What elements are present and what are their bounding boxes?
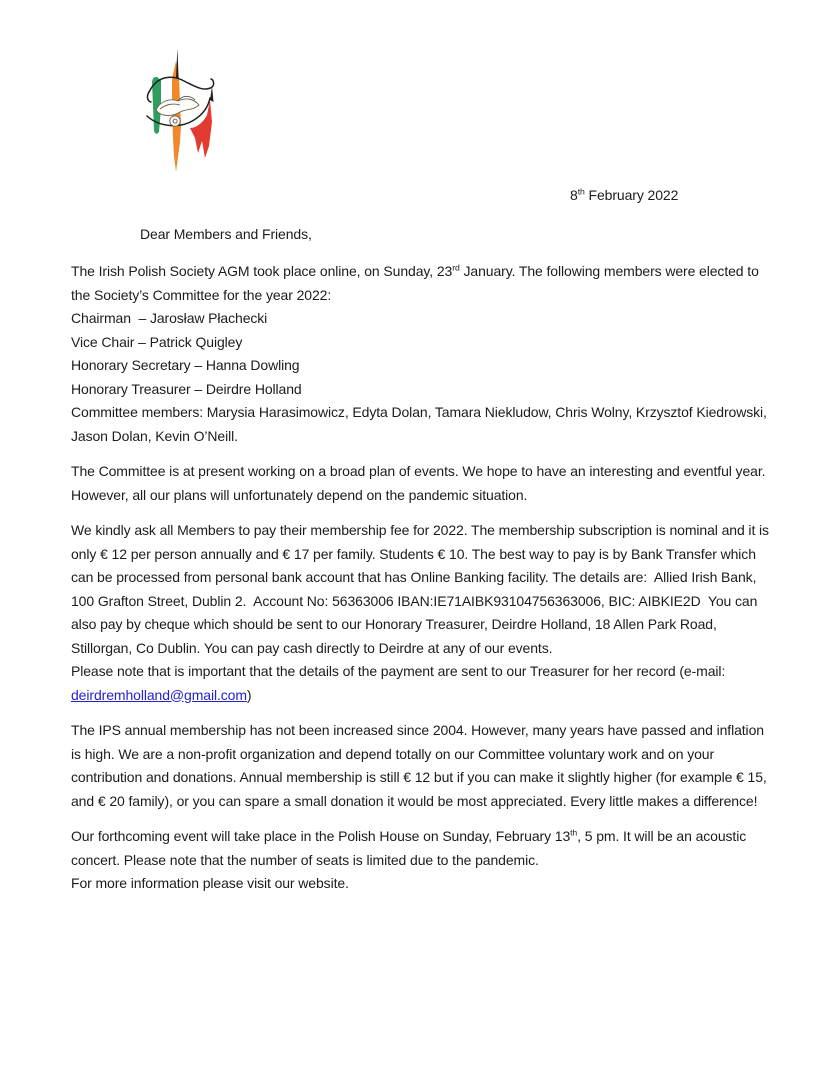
para-forthcoming-event — [71, 825, 771, 896]
paragraph-line — [71, 719, 771, 813]
email-link[interactable]: deirdremholland@gmail.com — [71, 686, 247, 703]
para-membership-increase — [71, 719, 771, 813]
salutation: Dear Members and Friends, — [140, 225, 312, 242]
text-run: February 2022 — [584, 187, 679, 203]
letter-body — [71, 260, 771, 896]
paragraph-line — [71, 378, 771, 402]
text-run: ) — [246, 686, 252, 703]
ordinal-superscript: th — [577, 186, 585, 197]
irish-polish-society-logo — [146, 46, 216, 176]
letter-date — [71, 184, 771, 208]
paragraph-line — [71, 260, 771, 307]
para-membership-fee — [71, 519, 771, 707]
ordinal-superscript: rd — [452, 262, 460, 273]
text-run: January. The following members were elected to the Society’s Committee for the year 2022: — [71, 263, 763, 303]
paragraph-line — [71, 307, 771, 331]
logo-graphic — [146, 46, 216, 176]
text-run: The Irish Polish Society AGM took place online, on Sunday, 23 — [71, 263, 453, 279]
text-run: Honorary Treasurer – Deirdre Holland — [71, 380, 302, 397]
text-run: The IPS annual membership has not been increased since 2004. However, many years have passed and inflation is high. We are a non-profit organization and depend totally on our Committee voluntary work and on your contribution and donations. Annual membership is still € 12 but if you can make it slightly higher (for example € 15, and € 20 family), or you can spare a small donation it would be most appreciated. Every little makes a difference! — [71, 722, 771, 809]
text-run: Honorary Secretary – Hanna Dowling — [71, 357, 300, 373]
para-plan-of-events — [71, 460, 771, 507]
text-run: 8 — [570, 187, 578, 203]
paragraph-line — [71, 825, 771, 872]
text-run: We kindly ask all Members to pay their membership fee for 2022. The membership subscription is nominal and it is only € 12 per person annually and € 17 per family. Students € 10. The best way to pay is by Bank Transfer which can be processed from personal bank account that has Online Banking facility. The details are: Allied Irish Bank, 100 Grafton Street, Dublin 2. Account No: 56363006 IBAN:IE71AIBK93104756363006, BIC: AIBKIE2D You can also pay by cheque which should be sent to our Honorary Treasurer, Deirdre Holland, 18 Allen Park Road, Stillorgan, Co Dublin. You can pay cash directly to Deirdre at any of our events. — [71, 522, 773, 656]
paragraph-line — [71, 519, 771, 660]
text-run: , 5 pm. It will be an acoustic concert. Please note that the number of seats is limited due to the pandemic. — [71, 828, 750, 868]
text-run: Our forthcoming event will take place in the Polish House on Sunday, February 13 — [71, 828, 571, 844]
text-run: Please note that is important that the details of the payment are sent to our Treasurer for her record (e-mail: — [71, 663, 733, 679]
text-run: For more information please visit our website. — [71, 875, 349, 891]
paragraph-line — [71, 460, 771, 507]
letter-content — [71, 184, 771, 908]
paragraph-line — [71, 872, 771, 896]
text-run: The Committee is at present working on a broad plan of events. We hope to have an interesting and eventful year. However, all our plans will unfortunately depend on the pandemic situation. — [71, 463, 770, 503]
flag-poland — [190, 86, 214, 158]
paragraph-line — [71, 331, 771, 355]
logo-top-spike — [176, 48, 179, 78]
para-agm-results — [71, 260, 771, 448]
paragraph-line — [71, 354, 771, 378]
paragraph-line — [71, 401, 771, 448]
text-run: Chairman – Jarosław Płachecki — [71, 310, 268, 326]
ordinal-superscript: th — [570, 827, 578, 838]
text-run: Vice Chair – Patrick Quigley — [71, 333, 243, 350]
paragraph-line — [71, 660, 771, 707]
text-run: Committee members: Marysia Harasimowicz, Edyta Dolan, Tamara Niekludow, Chris Wolny, Krzysztof Kiedrowski, Jason Dolan, Kevin O’Neill. — [71, 404, 771, 444]
